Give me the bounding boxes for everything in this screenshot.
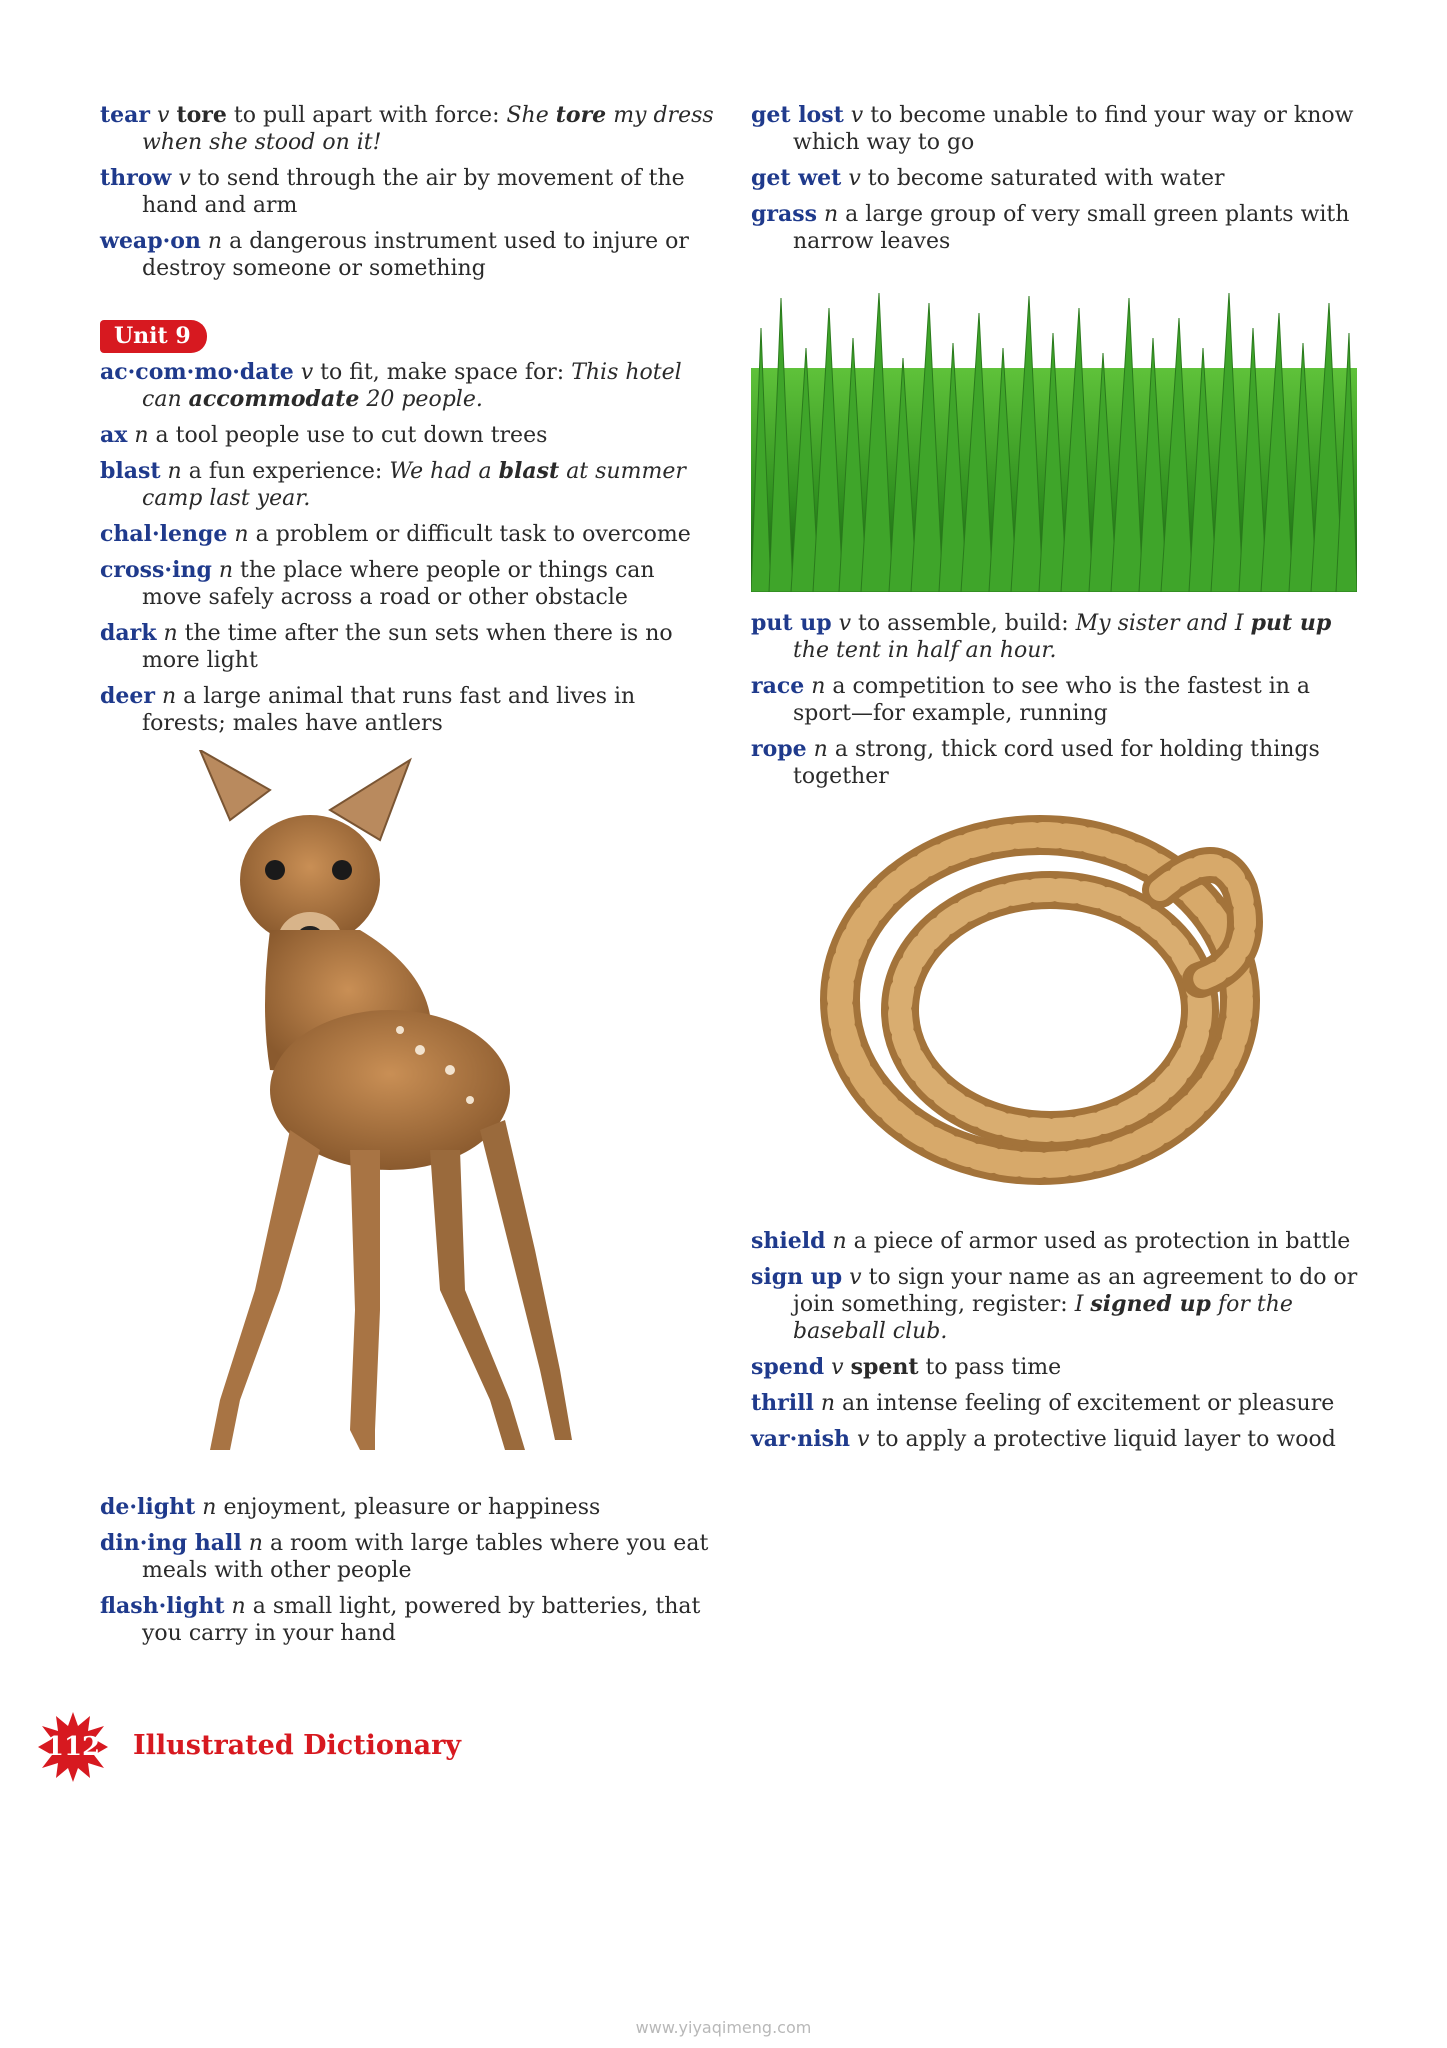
definition: to pass time	[925, 1355, 1062, 1380]
part-of-speech: n	[811, 674, 826, 699]
dictionary-entry	[751, 165, 1361, 192]
dictionary-entry	[100, 1530, 720, 1584]
part-of-speech: v	[178, 166, 191, 191]
definition: a piece of armor used as protection in battle	[853, 1229, 1351, 1254]
page-number: 112	[45, 1732, 101, 1762]
definition: a strong, thick cord used for holding things together	[793, 737, 1320, 789]
part-of-speech: v	[848, 166, 861, 191]
part-of-speech: n	[231, 1594, 246, 1619]
headword: cross·ing	[100, 557, 212, 583]
example-highlight: accommodate	[188, 386, 360, 412]
definition: to become unable to find your way or know which way to go	[793, 103, 1354, 155]
part-of-speech: v	[838, 611, 852, 636]
part-of-speech: v	[157, 103, 170, 128]
part-of-speech: n	[248, 1531, 263, 1556]
example-text: We had a	[389, 459, 492, 484]
deer-illustration	[160, 750, 620, 1470]
headword: deer	[100, 683, 155, 709]
part-of-speech: v	[831, 1355, 844, 1380]
part-of-speech: n	[207, 229, 223, 254]
part-of-speech: n	[234, 522, 249, 547]
dictionary-entry	[100, 1593, 720, 1647]
headword: var·nish	[751, 1426, 851, 1452]
example-text: the tent in half an hour.	[793, 638, 1057, 663]
dictionary-entry	[751, 1264, 1361, 1345]
right-column-top	[751, 102, 1361, 264]
dictionary-entry	[100, 359, 720, 413]
example-text: This hotel can	[142, 360, 682, 412]
definition: a fun experience:	[188, 459, 383, 484]
inflected-form: tore	[176, 102, 227, 128]
dictionary-entry	[751, 1426, 1361, 1453]
watermark: www.yiyaqimeng.com	[635, 2018, 812, 2037]
headword: put up	[751, 610, 832, 636]
rope-illustration	[800, 780, 1280, 1210]
definition: to sign your name as an agreement to do or join something, register:	[793, 1265, 1358, 1317]
headword: din·ing hall	[100, 1530, 242, 1556]
example-text: for the baseball club.	[793, 1292, 1293, 1344]
example-text: I	[1074, 1292, 1084, 1317]
inflected-form: spent	[850, 1354, 919, 1380]
part-of-speech: v	[850, 103, 864, 128]
definition: a tool people use to cut down trees	[155, 423, 548, 448]
dictionary-entry	[751, 201, 1361, 255]
headword: weap·on	[100, 228, 201, 254]
part-of-speech: v	[849, 1265, 862, 1290]
headword: blast	[100, 458, 161, 484]
headword: sign up	[751, 1264, 843, 1290]
headword: grass	[751, 201, 817, 227]
dictionary-entry	[100, 102, 720, 156]
definition: the time after the sun sets when there is no more light	[142, 621, 673, 673]
definition: a problem or difficult task to overcome	[255, 522, 691, 547]
example-highlight: put up	[1250, 610, 1332, 636]
footer-title: Illustrated Dictionary	[133, 1730, 461, 1761]
headword: get lost	[751, 102, 844, 128]
part-of-speech: v	[300, 360, 314, 385]
definition: an intense feeling of excitement or pleasure	[842, 1391, 1335, 1416]
dictionary-entry	[100, 620, 720, 674]
definition: to send through the air by movement of the hand and arm	[142, 166, 685, 218]
unit-9-section	[100, 290, 720, 746]
dictionary-entry	[751, 1354, 1361, 1381]
example-highlight: blast	[498, 458, 560, 484]
right-column-bottom	[751, 1228, 1361, 1462]
definition: a large animal that runs fast and lives in forests; males have antlers	[142, 684, 636, 736]
unit-9-entries	[100, 359, 720, 737]
part-of-speech: n	[824, 202, 839, 227]
left-column-bottom	[100, 1494, 720, 1656]
example-highlight: signed up	[1090, 1291, 1211, 1317]
dictionary-entry	[751, 673, 1361, 727]
dictionary-entry	[100, 557, 720, 611]
part-of-speech: n	[163, 621, 178, 646]
headword: ac·com·mo·date	[100, 359, 294, 385]
unit-badge: Unit 9	[100, 320, 207, 353]
example-text: She	[506, 103, 549, 128]
definition: the place where people or things can move safely across a road or other obstacle	[142, 558, 655, 610]
dictionary-entry	[751, 1228, 1361, 1255]
dictionary-entry	[100, 165, 720, 219]
dictionary-entry	[100, 683, 720, 737]
example-text: my dress when she stood on it!	[142, 103, 714, 155]
dictionary-entry	[751, 610, 1361, 664]
definition: enjoyment, pleasure or happiness	[223, 1495, 601, 1520]
dictionary-entry	[100, 228, 720, 282]
headword: rope	[751, 736, 807, 762]
headword: race	[751, 673, 805, 699]
definition: a room with large tables where you eat meals with other people	[142, 1531, 709, 1583]
part-of-speech: n	[202, 1495, 217, 1520]
dictionary-entry	[100, 458, 720, 512]
headword: de·light	[100, 1494, 196, 1520]
part-of-speech: n	[161, 684, 177, 709]
dictionary-entry	[100, 1494, 720, 1521]
part-of-speech: n	[218, 558, 233, 583]
dictionary-entry	[100, 521, 720, 548]
definition: to fit, make space for:	[320, 360, 565, 385]
left-column-top	[100, 102, 720, 291]
example-highlight: tore	[555, 102, 607, 128]
definition: to assemble, build:	[858, 611, 1069, 636]
headword: dark	[100, 620, 157, 646]
definition: to become saturated with water	[867, 166, 1225, 191]
headword: spend	[751, 1354, 825, 1380]
example-text: 20 people.	[366, 387, 483, 412]
page-footer	[38, 1712, 638, 1782]
headword: shield	[751, 1228, 826, 1254]
definition: a small light, powered by batteries, that you carry in your hand	[142, 1594, 701, 1646]
dictionary-entry	[100, 422, 720, 449]
headword: throw	[100, 165, 172, 191]
part-of-speech: n	[134, 423, 149, 448]
right-column-middle	[751, 610, 1361, 799]
headword: tear	[100, 102, 151, 128]
headword: get wet	[751, 165, 842, 191]
example-text: at summer camp last year.	[142, 459, 686, 511]
headword: thrill	[751, 1390, 814, 1416]
headword: chal·lenge	[100, 521, 228, 547]
part-of-speech: n	[820, 1391, 835, 1416]
example-text: My sister and I	[1075, 611, 1244, 636]
headword: ax	[100, 422, 128, 448]
definition: a dangerous instrument used to injure or destroy someone or something	[142, 229, 689, 281]
definition: to pull apart with force:	[233, 103, 500, 128]
grass-illustration	[751, 288, 1357, 592]
part-of-speech: v	[857, 1427, 870, 1452]
definition: a competition to see who is the fastest in a sport—for example, running	[793, 674, 1311, 726]
headword: flash·light	[100, 1593, 225, 1619]
part-of-speech: n	[832, 1229, 847, 1254]
part-of-speech: n	[813, 737, 828, 762]
part-of-speech: n	[167, 459, 182, 484]
dictionary-entry	[751, 1390, 1361, 1417]
dictionary-entry	[751, 102, 1361, 156]
definition: a large group of very small green plants with narrow leaves	[793, 202, 1350, 254]
definition: to apply a protective liquid layer to wood	[876, 1427, 1336, 1452]
